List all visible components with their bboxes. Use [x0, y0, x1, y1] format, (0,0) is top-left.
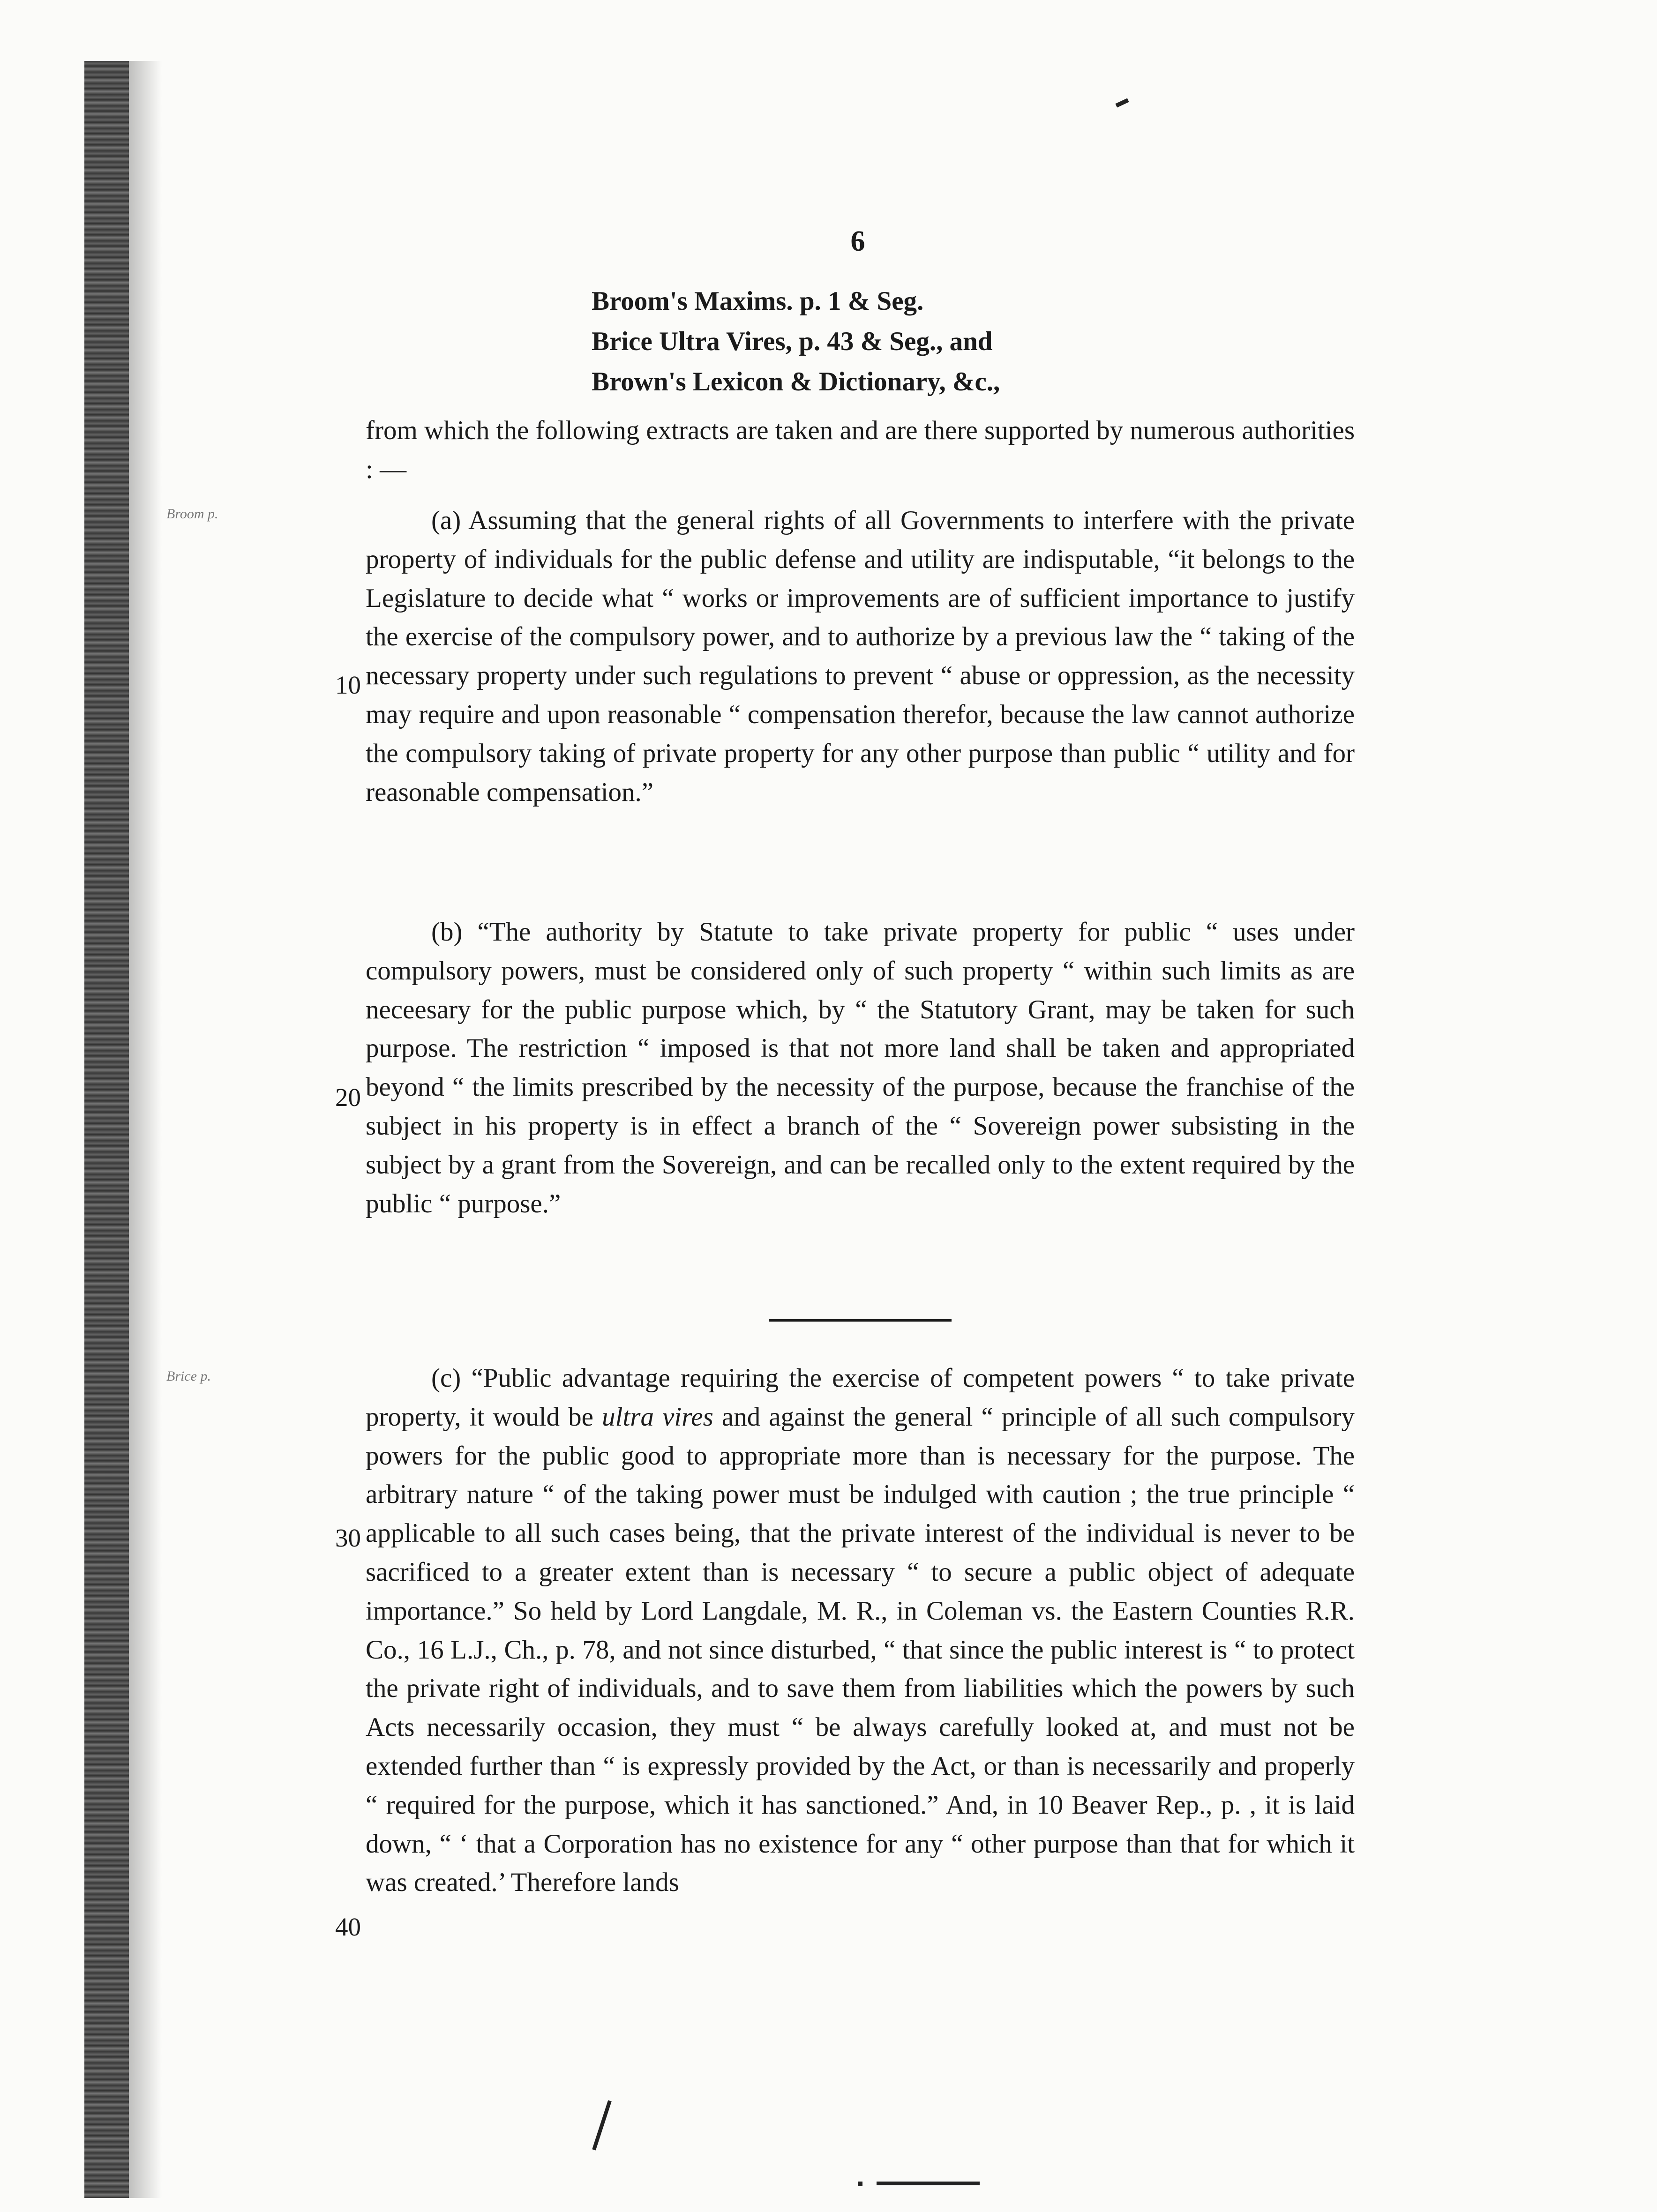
margin-note-brice: Brice p. [166, 1368, 211, 1384]
line-number-10: 10 [335, 671, 361, 699]
ink-mark [1115, 98, 1129, 108]
reference-list [592, 281, 1295, 402]
paragraph-a-text: (a) Assuming that the general rights of all Governments to interfere with the private property of individuals for the public defense and utility are indisputable, “it belongs to the Legislature to decide what “ works or improvements are of sufficient importance to justify the exercise of the compulsory power, and to authorize by a previous law the “ taking of the necessary property under such regulations to prevent “ abuse or oppression, as the necessity may require and upon reasonable “ compensation therefor, because the law cannot authorize the compulsory taking of private property for any other purpose than public “ utility and for reasonable compensation.” [366, 506, 1355, 807]
binding-shadow [129, 61, 162, 2198]
paragraph-c-text [366, 1359, 1355, 1902]
paragraph-b-text: (b) “The authority by Statute to take private property for public “ uses under compulsory powers, must be considered only of such property “ within such limits as are neceesary for the public purpose which, by “ the Statutory Grant, may be taken for such purpose. The restriction “ imposed is that not more land shall be taken and appropriated beyond “ the limits prescribed by the necessity of the purpose, because the franchise of the subject in his property is in effect a branch of the “ Sovereign power subsisting in the subject by a grant from the Sovereign, and can be recalled only to the extent required by the public “ purpose.” [366, 917, 1355, 1218]
section-divider [769, 1319, 952, 1322]
paragraph-c-rest: and against the general “ principle of all such compulsory powers for the public good to appropriate more than is necessary for the purpose. The arbitrary nature “ of the taking power must be indulged with caution ; the true principle “ applicable to all such cases being, that the private interest of the individual is never to be sacrificed to a greater extent than is necessary “ to secure a public object of adequate importance.” So held by Lord Langdale, M. R., in Coleman vs. the Eastern Counties R.R. Co., 16 L.J., Ch., p. 78, and not since disturbed, “ that since the public interest is “ to protect the private right of individuals, and to save them from liabilities which the powers by such Acts necessarily occasion, they must “ be always carefully looked at, and must not be extended further than “ is expressly provided by the Act, or than is necessarily and properly “ required for the purpose, which it has sanctioned.” And, in 10 Beaver Rep., p. , it is laid down, “ ‘ that a Corporation has no existence for any “ other purpose than that for which it was created.’ Therefore lands [366, 1402, 1355, 1898]
paragraph-c-lead: (c) “Public advantage requiring the exercise of competent powers “ to take private property, it would be [366, 1363, 1355, 1432]
line-number-20: 20 [335, 1083, 361, 1112]
page-number: 6 [850, 225, 865, 257]
ink-mark [858, 2182, 862, 2186]
reference-line: Brice Ultra Vires, p. 43 & Seg., and [592, 327, 993, 356]
intro-text: from which the following extracts are taken and are there supported by numerous authorities : — [366, 416, 1355, 484]
paragraph-b [366, 913, 1355, 1223]
intro-paragraph [366, 411, 1355, 489]
paragraph-a [366, 501, 1355, 812]
paragraph-c [366, 1359, 1355, 1902]
line-number-30: 30 [335, 1524, 361, 1552]
ink-mark [877, 2182, 980, 2185]
paragraph-c-italic: ultra vires [602, 1402, 713, 1432]
binding-edge [84, 61, 129, 2198]
line-number-40: 40 [335, 1913, 361, 1941]
reference-line: Broom's Maxims. p. 1 & Seg. [592, 286, 924, 316]
ink-mark [592, 2100, 612, 2150]
reference-line: Brown's Lexicon & Dictionary, &c., [592, 367, 1000, 396]
margin-note-broom: Broom p. [166, 506, 218, 522]
